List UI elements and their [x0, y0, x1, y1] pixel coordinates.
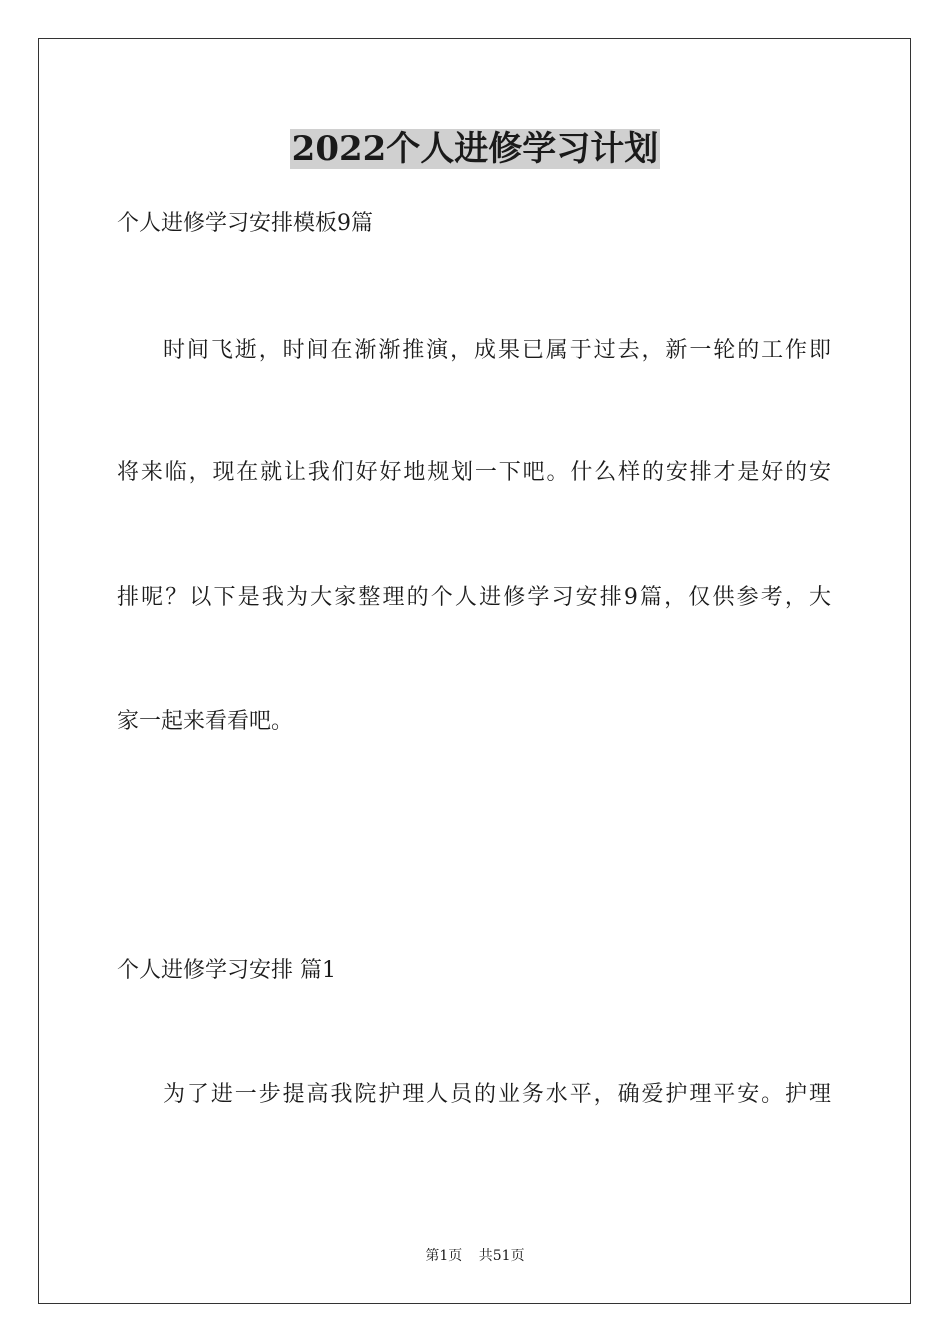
section-heading: 个人进修学习安排 篇1: [117, 958, 336, 983]
document-title-text: 2022个人进修学习计划: [291, 129, 659, 169]
intro-line-2: 将来临，现在就让我们好好地规划一下吧。什么样的安排才是好的安: [117, 460, 831, 485]
total-pages-label: 共51页: [478, 1248, 525, 1264]
document-subtitle: 个人进修学习安排模板9篇: [117, 211, 373, 236]
current-page-label: 第1页: [425, 1248, 463, 1264]
section-paragraph-line-1: 为了进一步提高我院护理人员的业务水平，确爱护理平安。护理: [163, 1082, 831, 1107]
intro-line-1: 时间飞逝，时间在渐渐推演，成果已属于过去，新一轮的工作即: [163, 338, 831, 363]
intro-line-4: 家一起来看看吧。: [117, 709, 294, 734]
document-title: [0, 126, 950, 172]
page-footer: [0, 1246, 950, 1266]
intro-line-3: 排呢？以下是我为大家整理的个人进修学习安排9篇，仅供参考，大: [117, 585, 831, 610]
